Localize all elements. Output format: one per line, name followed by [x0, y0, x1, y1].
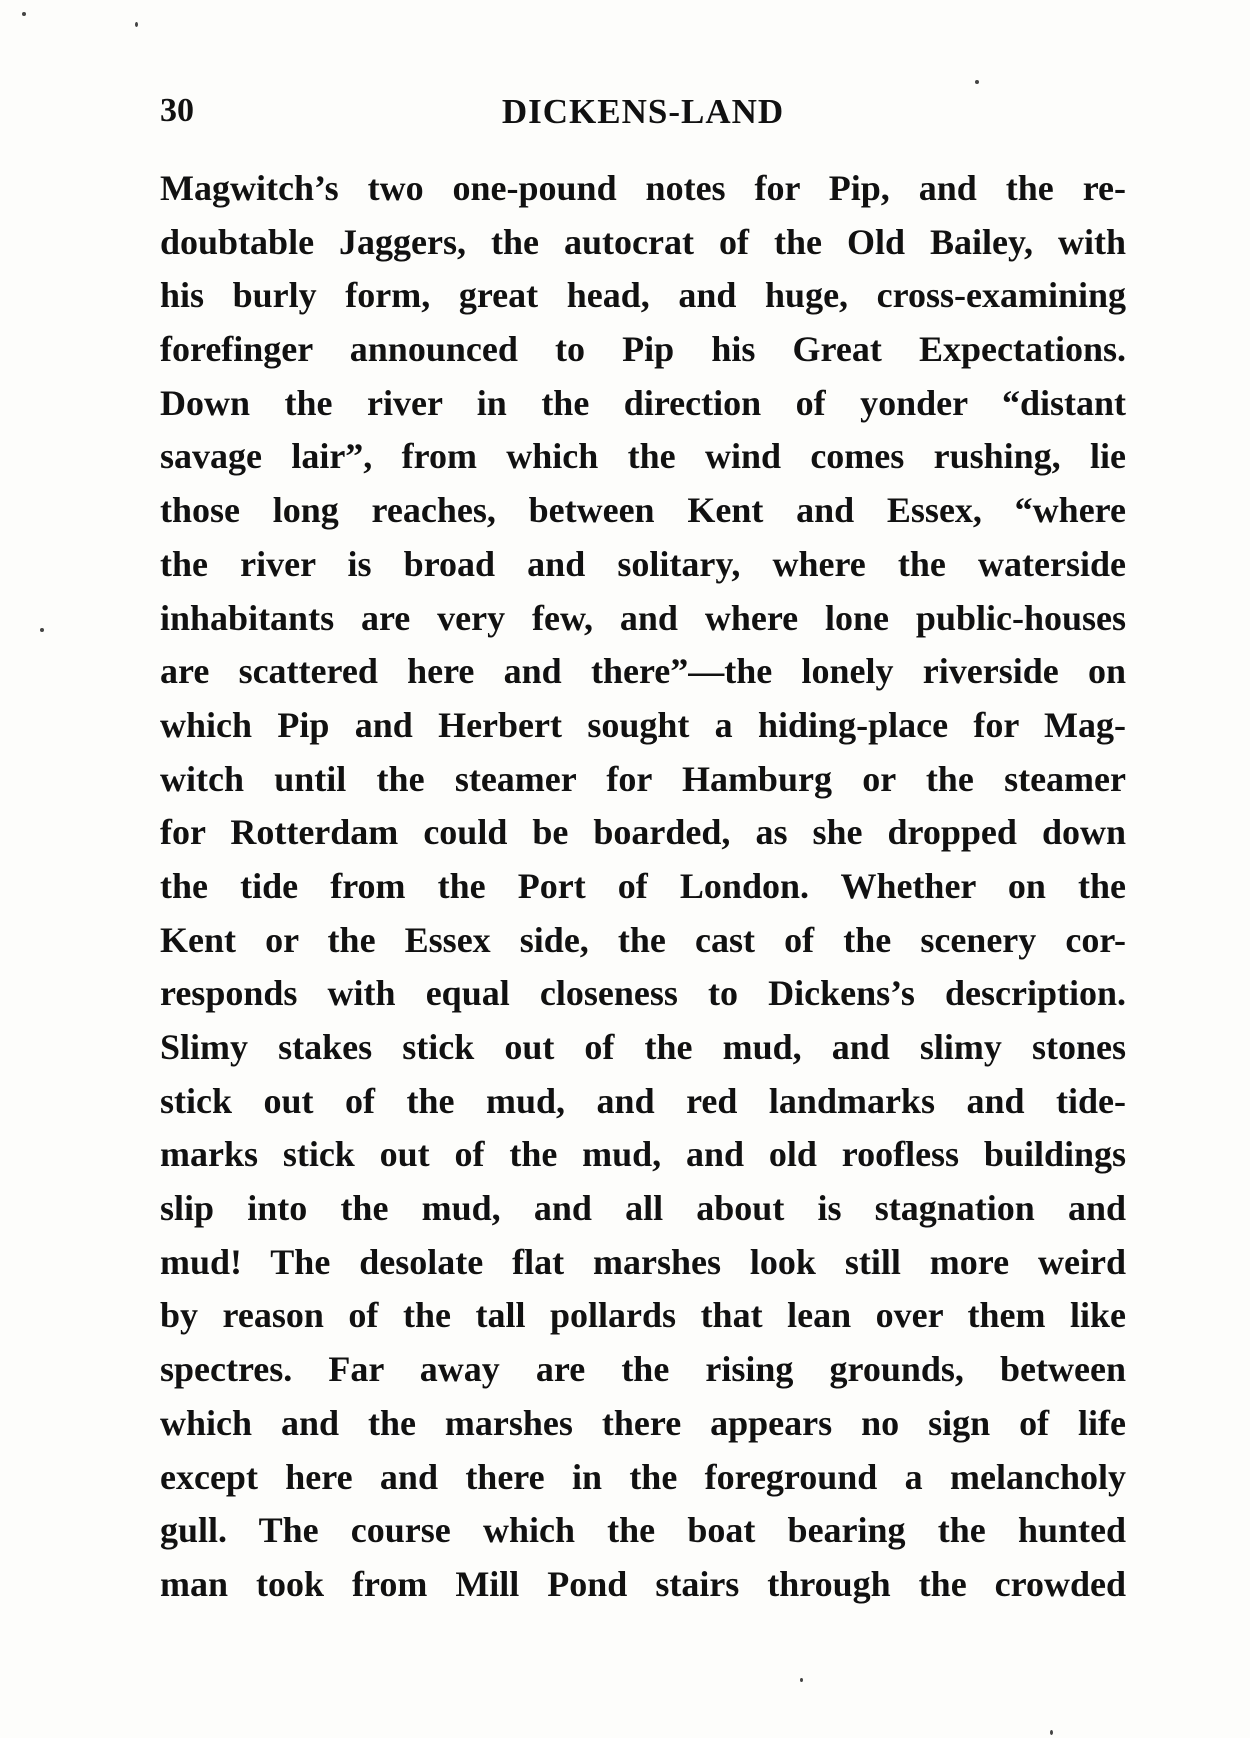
text-line: forefinger announced to Pip his Great Expectations. — [160, 329, 1126, 370]
scan-speck — [800, 1678, 803, 1682]
text-line: his burly form, great head, and huge, cross-examining — [160, 275, 1126, 316]
text-line: man took from Mill Pond stairs through the crowded — [160, 1563, 1126, 1604]
body-text — [160, 162, 1126, 1612]
text-line: for Rotterdam could be boarded, as she dropped down — [160, 812, 1126, 853]
page-number: 30 — [160, 92, 194, 129]
text-line: savage lair”, from which the wind comes rushing, lie — [160, 436, 1126, 477]
text-line: mud! The desolate flat marshes look still more weird — [160, 1241, 1126, 1282]
scan-speck — [40, 628, 44, 632]
running-head: DICKENS-LAND — [501, 92, 785, 131]
page-header — [160, 92, 1126, 142]
text-line: are scattered here and there”—the lonely riverside on — [160, 651, 1126, 692]
text-line: slip into the mud, and all about is stagnation and — [160, 1188, 1126, 1229]
text-line: Down the river in the direction of yonder “distant — [160, 382, 1126, 423]
scan-speck — [135, 22, 138, 27]
text-line: which Pip and Herbert sought a hiding-place for Mag- — [160, 704, 1126, 745]
text-line: stick out of the mud, and red landmarks and tide- — [160, 1080, 1126, 1121]
text-line: marks stick out of the mud, and old roofless buildings — [160, 1134, 1126, 1175]
scan-speck — [975, 80, 979, 84]
text-line: Magwitch’s two one-pound notes for Pip, and the re- — [160, 168, 1126, 208]
text-line: witch until the steamer for Hamburg or the steamer — [160, 758, 1126, 799]
text-line: except here and there in the foreground a melancholy — [160, 1456, 1126, 1497]
text-line: by reason of the tall pollards that lean over them like — [160, 1295, 1126, 1336]
text-line: the river is broad and solitary, where the waterside — [160, 543, 1126, 584]
text-line: the tide from the Port of London. Whether on the — [160, 865, 1126, 906]
text-line: doubtable Jaggers, the autocrat of the Old Bailey, with — [160, 221, 1126, 262]
text-line: responds with equal closeness to Dickens’s description. — [160, 973, 1126, 1014]
text-line: Kent or the Essex side, the cast of the scenery cor- — [160, 919, 1126, 960]
text-line: Slimy stakes stick out of the mud, and slimy stones — [160, 1027, 1126, 1067]
scan-speck — [1050, 1730, 1053, 1735]
scan-speck — [22, 12, 26, 16]
text-line: inhabitants are very few, and where lone public-houses — [160, 597, 1126, 638]
text-line: those long reaches, between Kent and Essex, “where — [160, 490, 1126, 531]
text-line: gull. The course which the boat bearing the hunted — [160, 1510, 1126, 1551]
text-line: spectres. Far away are the rising grounds, between — [160, 1349, 1126, 1390]
text-line: which and the marshes there appears no sign of life — [160, 1402, 1126, 1443]
